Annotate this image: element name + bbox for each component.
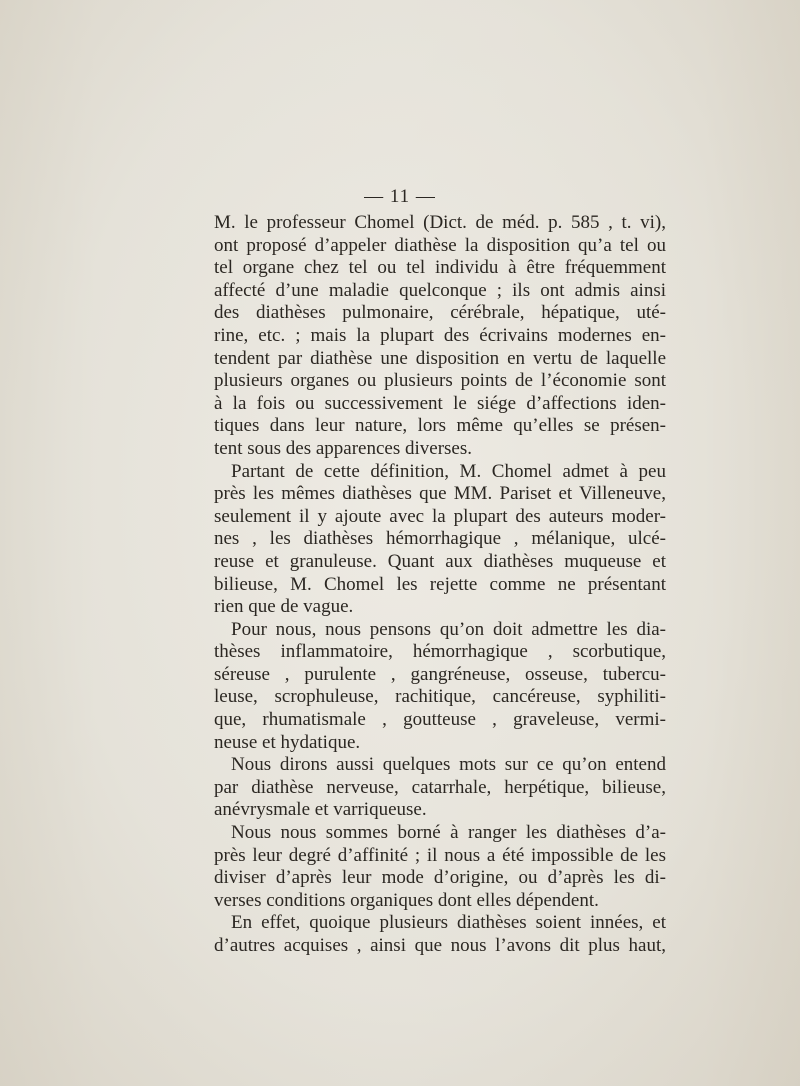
text-line: près leur degré d’affinité ; il nous a été impossible de les (214, 844, 666, 866)
text-line: Nous dirons aussi quelques mots sur ce qu’on entend (231, 754, 666, 776)
text-line: ont proposé d’appeler diathèse la disposition qu’a tel ou (214, 234, 666, 256)
paragraph-1 (214, 212, 666, 461)
text-line: diviser d’après leur mode d’origine, ou d’après les di- (214, 867, 666, 889)
text-line: affecté d’une maladie quelconque ; ils ont admis ainsi (214, 279, 666, 301)
text-line: nes , les diathèses hémorrhagique , mélanique, ulcé- (214, 528, 666, 550)
page-number: — 11 — (364, 186, 436, 207)
paragraph-5 (214, 822, 666, 912)
text-line: bilieuse, M. Chomel les rejette comme ne présentant (214, 573, 666, 595)
text-line: verses conditions organiques dont elles dépendent. (214, 889, 599, 911)
text-line: plusieurs organes ou plusieurs points de l’économie sont (214, 370, 666, 392)
text-line: Nous nous sommes borné à ranger les diathèses d’a- (231, 822, 666, 844)
text-line: reuse et granuleuse. Quant aux diathèses muqueuse et (214, 550, 666, 572)
paragraph-6 (214, 912, 666, 957)
text-line: tiques dans leur nature, lors même qu’elles se présen- (214, 415, 666, 437)
text-line: seulement il y ajoute avec la plupart des auteurs moder- (214, 505, 666, 527)
text-line: tel organe chez tel ou tel individu à être fréquemment (214, 257, 666, 279)
paragraph-4 (214, 754, 666, 822)
text-line: thèses inflammatoire, hémorrhagique , scorbutique, (214, 641, 666, 663)
text-line: séreuse , purulente , gangréneuse, osseuse, tubercu- (214, 663, 666, 685)
text-line: En effet, quoique plusieurs diathèses soient innées, et (231, 912, 666, 934)
text-line: des diathèses pulmonaire, cérébrale, hépatique, uté- (214, 302, 666, 324)
text-line: tent sous des apparences diverses. (214, 437, 473, 459)
body-text (214, 212, 666, 958)
text-line: anévrysmale et varriqueuse. (214, 799, 427, 821)
text-line: tendent par diathèse une disposition en vertu de laquelle (214, 347, 666, 369)
text-line: d’autres acquises , ainsi que nous l’avons dit plus haut, (214, 935, 666, 956)
text-line: neuse et hydatique. (214, 731, 361, 753)
text-line: près les mêmes diathèses que MM. Pariset et Villeneuve, (214, 483, 666, 505)
text-line: M. le professeur Chomel (Dict. de méd. p. 585 , t. vi), (214, 212, 666, 233)
text-line: Pour nous, nous pensons qu’on doit admettre les dia- (231, 618, 666, 640)
paragraph-2 (214, 461, 666, 619)
text-line: que, rhumatismale , goutteuse , graveleuse, vermi- (214, 709, 666, 731)
paragraph-3 (214, 619, 666, 755)
text-line: par diathèse nerveuse, catarrhale, herpétique, bilieuse, (214, 776, 666, 798)
text-line: rien que de vague. (214, 596, 354, 618)
text-line: rine, etc. ; mais la plupart des écrivains modernes en- (214, 324, 666, 346)
text-line: à la fois ou successivement le siége d’affections iden- (214, 392, 666, 414)
text-line: leuse, scrophuleuse, rachitique, cancéreuse, syphiliti- (214, 686, 666, 708)
text-line: Partant de cette définition, M. Chomel admet à peu (231, 460, 666, 482)
